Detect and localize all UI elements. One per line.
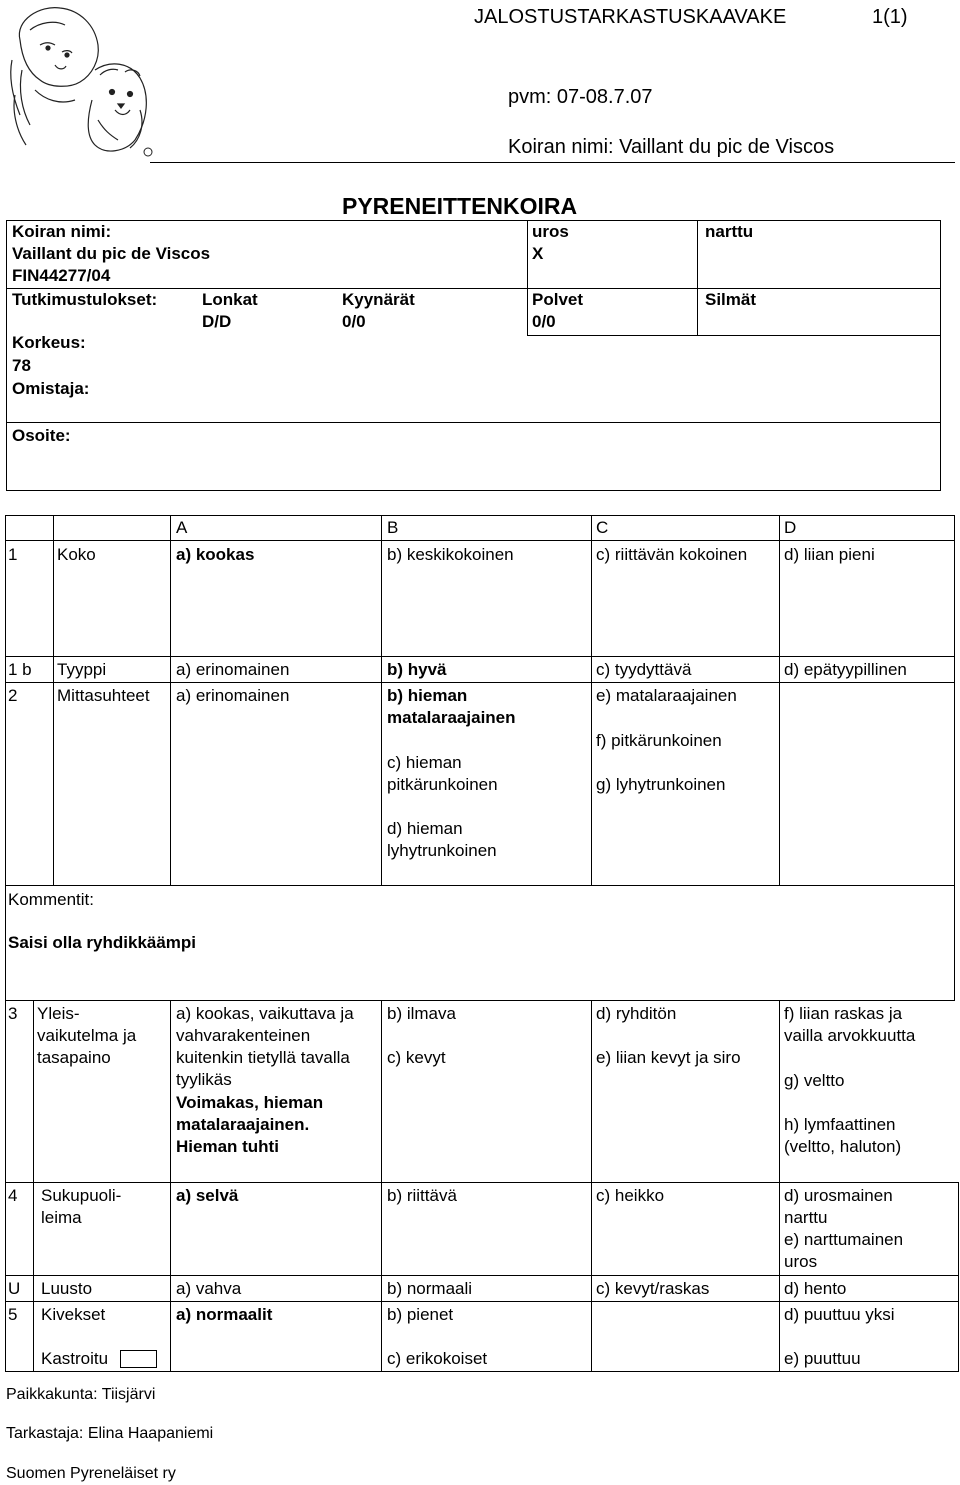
header-dog-name: Koiran nimi: Vaillant du pic de Viscos xyxy=(508,136,835,158)
row-label-luusto: Luusto xyxy=(41,1279,93,1298)
row-number: 4 xyxy=(8,1186,18,1205)
row-label-suku-line1: Sukupuoli- xyxy=(41,1186,122,1205)
info-row-rule xyxy=(527,335,941,336)
info-col-rule xyxy=(697,220,698,289)
comments-text: Saisi olla ryhdikkäämpi xyxy=(8,933,197,952)
mitta-option-e: e) matalaraajainen xyxy=(596,686,737,705)
mitta-option-g: g) lyhytrunkoinen xyxy=(596,775,726,794)
mitta-option-d-line1: d) hieman xyxy=(387,819,463,838)
row-label-mittasuhteet: Mittasuhteet xyxy=(57,686,150,705)
row-number: 3 xyxy=(8,1004,18,1023)
column-header-b: B xyxy=(387,518,399,537)
header-rule xyxy=(150,162,955,163)
mitta-option-b-line2: matalaraajainen xyxy=(387,708,516,727)
table-rule xyxy=(5,1275,959,1276)
row-number: U xyxy=(8,1279,21,1298)
suku-option-d-line2: narttu xyxy=(784,1208,828,1227)
mitta-option-c-line1: c) hieman xyxy=(387,753,462,772)
table-col-rule xyxy=(33,1000,34,1372)
mitta-option-c-line2: pitkärunkoinen xyxy=(387,775,498,794)
info-col-rule xyxy=(527,288,528,336)
luusto-option-d: d) hento xyxy=(784,1279,847,1298)
info-col-rule xyxy=(527,220,528,289)
owner-label: Omistaja: xyxy=(12,379,90,398)
yleis-comment-line2: matalaraajainen. xyxy=(176,1115,310,1134)
suku-option-e-line1: e) narttumainen xyxy=(784,1230,904,1249)
suku-option-c: c) heikko xyxy=(596,1186,665,1205)
kastroitu-checkbox[interactable] xyxy=(120,1350,157,1368)
male-label: uros xyxy=(532,222,569,241)
mitta-option-b-line1: b) hieman xyxy=(387,686,468,705)
table-rule xyxy=(5,515,955,516)
yleis-comment-line3: Hieman tuhti xyxy=(176,1137,279,1156)
elbows-label: Kyynärät xyxy=(342,290,415,309)
table-col-rule xyxy=(381,1000,382,1372)
table-rule xyxy=(5,656,955,657)
yleis-option-a-line3: kuitenkin tietyllä tavalla xyxy=(176,1048,350,1067)
mitta-option-f: f) pitkärunkoinen xyxy=(596,731,722,750)
row-label-yleis-line2: vaikutelma ja xyxy=(37,1026,137,1045)
row-number: 1 xyxy=(8,545,18,564)
row-number: 5 xyxy=(8,1305,18,1324)
row-label-koko: Koko xyxy=(57,545,96,564)
yleis-option-b: b) ilmava xyxy=(387,1004,456,1023)
row-number: 2 xyxy=(8,686,18,705)
dog-sketch-logo xyxy=(0,0,160,160)
results-label: Tutkimustulokset: xyxy=(12,290,158,309)
yleis-option-c: c) kevyt xyxy=(387,1048,446,1067)
kivekset-option-d: d) puuttuu yksi xyxy=(784,1305,895,1324)
table-rule xyxy=(5,1301,959,1302)
row-label-yleis-line3: tasapaino xyxy=(37,1048,111,1067)
luusto-option-c: c) kevyt/raskas xyxy=(596,1279,710,1298)
yleis-option-a-line1: a) kookas, vaikuttava ja xyxy=(176,1004,354,1023)
yleis-comment-line1: Voimakas, hieman xyxy=(176,1093,324,1112)
suku-option-a: a) selvä xyxy=(176,1186,239,1205)
column-header-a: A xyxy=(176,518,188,537)
column-header-d: D xyxy=(784,518,797,537)
row-label-yleis-line1: Yleis- xyxy=(37,1004,80,1023)
breed-title: PYRENEITTENKOIRA xyxy=(342,193,578,219)
yleis-option-h-line2: (veltto, haluton) xyxy=(784,1137,902,1156)
form-title: JALOSTUSTARKASTUSKAAVAKE xyxy=(474,6,787,28)
male-mark: X xyxy=(532,244,544,263)
hips-label: Lonkat xyxy=(202,290,258,309)
address-label: Osoite: xyxy=(12,426,71,445)
luusto-option-b: b) normaali xyxy=(387,1279,473,1298)
hips-value: D/D xyxy=(202,312,232,331)
row-number: 1 b xyxy=(8,660,32,679)
table-border xyxy=(958,1182,959,1372)
inspection-date: pvm: 07-08.7.07 xyxy=(508,86,653,108)
koko-option-d: d) liian pieni xyxy=(784,545,875,564)
knees-label: Polvet xyxy=(532,290,584,309)
yleis-option-a-line2: vahvarakenteinen xyxy=(176,1026,311,1045)
height-value: 78 xyxy=(12,356,31,375)
dog-name: Vaillant du pic de Viscos xyxy=(12,244,211,263)
table-rule xyxy=(5,682,955,683)
table-rule xyxy=(5,885,955,886)
row-label-kivekset: Kivekset xyxy=(41,1305,106,1324)
koko-option-b: b) keskikokoinen xyxy=(387,545,514,564)
table-border xyxy=(5,515,6,1372)
tyyppi-option-b: b) hyvä xyxy=(387,660,447,679)
yleis-option-g: g) veltto xyxy=(784,1071,845,1090)
table-rule xyxy=(5,540,955,541)
inspector: Tarkastaja: Elina Haapaniemi xyxy=(6,1425,214,1442)
info-row-rule xyxy=(6,422,941,423)
table-col-rule xyxy=(381,515,382,886)
yleis-option-d: d) ryhditön xyxy=(596,1004,677,1023)
table-col-rule xyxy=(779,1000,780,1372)
comments-label: Kommentit: xyxy=(8,890,94,909)
female-label: narttu xyxy=(705,222,754,241)
table-col-rule xyxy=(779,515,780,886)
luusto-option-a: a) vahva xyxy=(176,1279,242,1298)
info-col-rule xyxy=(697,288,698,336)
place: Paikkakunta: Tiisjärvi xyxy=(6,1386,156,1403)
table-col-rule xyxy=(53,515,54,886)
table-col-rule xyxy=(170,1000,171,1372)
page-number: 1(1) xyxy=(872,6,908,28)
row-label-tyyppi: Tyyppi xyxy=(57,660,107,679)
eyes-label: Silmät xyxy=(705,290,757,309)
tyyppi-option-c: c) tyydyttävä xyxy=(596,660,692,679)
table-rule xyxy=(5,1182,959,1183)
club-name: Suomen Pyreneläiset ry xyxy=(6,1465,176,1482)
table-rule xyxy=(5,1000,955,1001)
column-header-c: C xyxy=(596,518,609,537)
yleis-option-a-line4: tyylikäs xyxy=(176,1070,232,1089)
knees-value: 0/0 xyxy=(532,312,556,331)
suku-option-b: b) riittävä xyxy=(387,1186,457,1205)
kivekset-option-a: a) normaalit xyxy=(176,1305,273,1324)
koko-option-a: a) kookas xyxy=(176,545,255,564)
tyyppi-option-d: d) epätyypillinen xyxy=(784,660,907,679)
mitta-option-a: a) erinomainen xyxy=(176,686,290,705)
kivekset-option-e: e) puuttuu xyxy=(784,1349,861,1368)
yleis-option-e: e) liian kevyt ja siro xyxy=(596,1048,741,1067)
dog-name-label: Koiran nimi: xyxy=(12,222,112,241)
suku-option-e-line2: uros xyxy=(784,1252,818,1271)
tyyppi-option-a: a) erinomainen xyxy=(176,660,290,679)
table-col-rule xyxy=(591,515,592,886)
koko-option-c: c) riittävän kokoinen xyxy=(596,545,748,564)
elbows-value: 0/0 xyxy=(342,312,366,331)
table-rule xyxy=(5,1371,959,1372)
table-col-rule xyxy=(591,1000,592,1372)
table-border xyxy=(954,515,955,1000)
yleis-option-h-line1: h) lymfaattinen xyxy=(784,1115,896,1134)
kivekset-option-b: b) pienet xyxy=(387,1305,454,1324)
mitta-option-d-line2: lyhytrunkoinen xyxy=(387,841,497,860)
row-label-suku-line2: leima xyxy=(41,1208,82,1227)
height-label: Korkeus: xyxy=(12,333,86,352)
suku-option-d-line1: d) urosmainen xyxy=(784,1186,893,1205)
yleis-option-f-line1: f) liian raskas ja xyxy=(784,1004,903,1023)
yleis-option-f-line2: vailla arvokkuutta xyxy=(784,1026,916,1045)
registration-number: FIN44277/04 xyxy=(12,266,111,285)
kastroitu-label: Kastroitu xyxy=(41,1349,109,1368)
table-col-rule xyxy=(170,515,171,886)
kivekset-option-c: c) erikokoiset xyxy=(387,1349,488,1368)
